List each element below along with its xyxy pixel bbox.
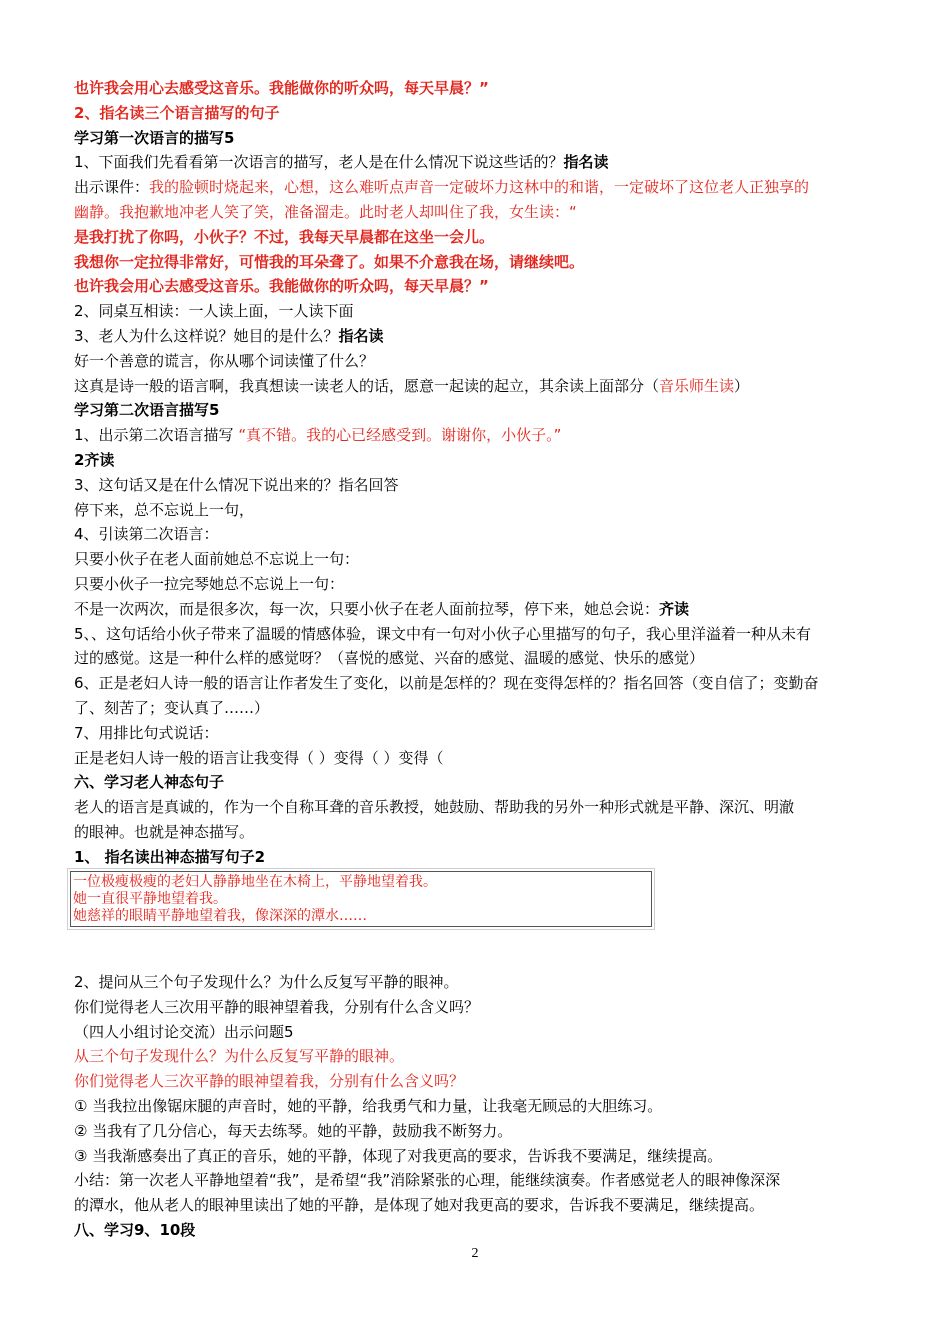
box-line: 她慈祥的眼睛平静地望着我，像深深的潭水……	[73, 908, 367, 924]
text-segment: ③ 当我渐感奏出了真正的音乐，她的平静，体现了对我更高的要求，告诉我不要满足，继续提高。	[74, 1146, 723, 1165]
text-line	[74, 101, 880, 125]
text-segment: 我想你一定拉得非常好，可惜我的耳朵聋了。如果不介意我在场，请继续吧。	[74, 252, 585, 271]
text-line	[74, 448, 880, 472]
text-line	[74, 225, 880, 249]
text-segment: 只要小伙子在老人面前她总不忘说上一句：	[74, 550, 360, 569]
text-line	[74, 423, 880, 447]
text-segment: 过的感觉。这是一种什么样的感觉呀？（喜悦的感觉、兴奋的感觉、温暖的感觉、快乐的感觉）	[74, 649, 705, 668]
quote-box	[70, 871, 652, 927]
text-segment: 好一个善意的谎言，你从哪个词读懂了什么？	[74, 351, 375, 370]
text-line	[74, 1069, 880, 1093]
text-segment: 指名读	[338, 327, 384, 345]
text-segment: 6、正是老妇人诗一般的语言让作者发生了变化，以前是怎样的？现在变得怎样的？指名回答（变自信了；变勤奋	[74, 674, 819, 693]
text-segment: 4、引读第二次语言：	[74, 525, 219, 544]
text-line	[74, 1044, 880, 1068]
text-line	[74, 1168, 880, 1192]
text-segment: 了、刻苦了；变认真了……）	[74, 699, 270, 717]
text-line	[74, 374, 880, 398]
text-line	[74, 473, 880, 497]
text-line	[74, 126, 880, 150]
text-line	[74, 1144, 880, 1168]
text-segment: 学习第一次语言的描写5	[74, 128, 235, 147]
text-segment: 是我打扰了你吗，小伙子？不过，我每天早晨都在这坐一会儿。	[74, 227, 495, 246]
text-line	[74, 795, 880, 819]
text-segment: 齐读	[659, 599, 690, 618]
text-line	[74, 398, 880, 422]
text-line	[74, 597, 880, 621]
text-segment: 3、这句话又是在什么情况下说出来的？指名回答	[74, 475, 399, 494]
text-segment: 2齐读	[74, 451, 115, 469]
text-segment: 小结：第一次老人平静地望着“我”，是希望“我”消除紧张的心理，能继续演奏。作者感觉老人的眼神像深深	[74, 1171, 781, 1190]
text-segment: 3、老人为什么这样说？她目的是什么？	[74, 327, 339, 345]
text-segment: 你们觉得老人三次平静的眼神望着我，分别有什么含义吗？	[74, 1072, 465, 1091]
text-segment: 正是老妇人诗一般的语言让我变得（ ）变得（ ）变得（	[74, 748, 444, 767]
text-line	[74, 349, 880, 373]
text-line	[74, 671, 880, 695]
text-segment: 六、学习老人神态句子	[74, 773, 225, 792]
text-segment: 1、 指名读出神态描写句子2	[74, 847, 266, 866]
text-segment: 只要小伙子一拉完琴她总不忘说上一句：	[74, 575, 345, 593]
text-line	[74, 175, 880, 199]
text-line	[74, 970, 880, 994]
text-segment: 1、出示第二次语言描写	[74, 426, 239, 445]
page-number: 2	[471, 1246, 479, 1261]
text-line	[74, 299, 880, 323]
text-line	[74, 646, 880, 670]
text-line	[74, 1193, 880, 1217]
box-line: 一位极瘦极瘦的老妇人静静地坐在木椅上，平静地望着我。	[73, 874, 437, 890]
text-segment: 的潭水，他从老人的眼神里读出了她的平静，是体现了她对我更高的要求，告诉我不要满足，继续提高。	[74, 1196, 765, 1215]
text-line	[74, 522, 880, 546]
text-segment: 2、指名读三个语言描写的句子	[74, 103, 280, 122]
text-line	[74, 845, 880, 869]
text-segment: 音乐师生读	[659, 376, 735, 395]
text-line	[74, 1119, 880, 1143]
text-line	[74, 200, 880, 224]
text-segment: 也许我会用心去感受这音乐。我能做你的听众吗，每天早晨？”	[74, 79, 489, 97]
text-segment: ② 当我有了几分信心，每天去练琴。她的平静，鼓励我不断努力。	[74, 1121, 513, 1140]
text-segment: 2、提问从三个句子发现什么？为什么反复写平静的眼神。	[74, 973, 459, 991]
text-segment: 从三个句子发现什么？为什么反复写平静的眼神。	[74, 1047, 405, 1066]
text-segment: “真不错。我的心已经感受到。谢谢你，小伙子。”	[238, 426, 562, 445]
text-segment: 幽静。我抱歉地冲老人笑了笑，准备溜走。此时老人却叫住了我，女生读：“	[74, 203, 577, 221]
text-segment: 这真是诗一般的语言啊，我真想读一读老人的话，愿意一起读的起立，其余读上面部分（	[74, 376, 660, 395]
text-segment: 7、用排比句式说话：	[74, 723, 219, 742]
text-line	[74, 995, 880, 1019]
text-segment: （四人小组讨论交流）出示问题5	[74, 1022, 294, 1041]
text-line	[74, 746, 880, 770]
text-segment: 2、同桌互相读：一人读上面，一人读下面	[74, 302, 354, 321]
text-line	[74, 498, 880, 522]
text-segment: 1、下面我们先看看第一次语言的描写，老人是在什么情况下说这些话的？	[74, 153, 564, 172]
text-line	[74, 820, 880, 844]
text-line	[74, 547, 880, 571]
text-segment: 5、、这句话给小伙子带来了温暖的情感体验，课文中有一句对小伙子心里描写的句子，我心里洋溢着一种从未有	[74, 624, 812, 643]
text-line	[74, 721, 880, 745]
text-line	[74, 696, 880, 720]
text-line	[74, 274, 880, 298]
text-segment: 的眼神。也就是神态描写。	[74, 823, 255, 841]
text-line	[74, 1020, 880, 1044]
text-segment: 你们觉得老人三次用平静的眼神望着我，分别有什么含义吗？	[74, 997, 480, 1016]
text-segment: 老人的语言是真诚的，作为一个自称耳聋的音乐教授，她鼓励、帮助我的另外一种形式就是平静、深沉、明澈	[74, 798, 795, 817]
text-segment: 出示课件：	[74, 178, 150, 197]
text-line	[74, 76, 880, 100]
text-line	[74, 572, 880, 596]
text-segment: 八、学习9、10段	[74, 1221, 196, 1239]
text-segment: 我的脸顿时烧起来，心想，这么难听点声音一定破坏力这林中的和谐，一定破坏了这位老人正独享的	[149, 178, 810, 197]
text-line	[74, 622, 880, 646]
text-line	[74, 324, 880, 348]
text-segment: ① 当我拉出像锯床腿的声音时，她的平静，给我勇气和力量，让我毫无顾忌的大胆练习。	[74, 1097, 663, 1115]
text-segment: ）	[734, 376, 750, 395]
text-segment: 停下来，总不忘说上一句，	[74, 500, 255, 519]
text-line	[74, 150, 880, 174]
text-line	[74, 770, 880, 794]
text-line	[74, 1094, 880, 1118]
text-line	[74, 250, 880, 274]
text-segment: 学习第二次语言描写5	[74, 401, 220, 420]
text-segment: 指名读	[563, 153, 609, 172]
text-segment: 不是一次两次，而是很多次，每一次，只要小伙子在老人面前拉琴，停下来，她总会说：	[74, 599, 660, 618]
text-line	[74, 1218, 880, 1242]
box-line: 她一直很平静地望着我。	[73, 891, 227, 907]
text-segment: 也许我会用心去感受这音乐。我能做你的听众吗，每天早晨？”	[74, 277, 489, 296]
